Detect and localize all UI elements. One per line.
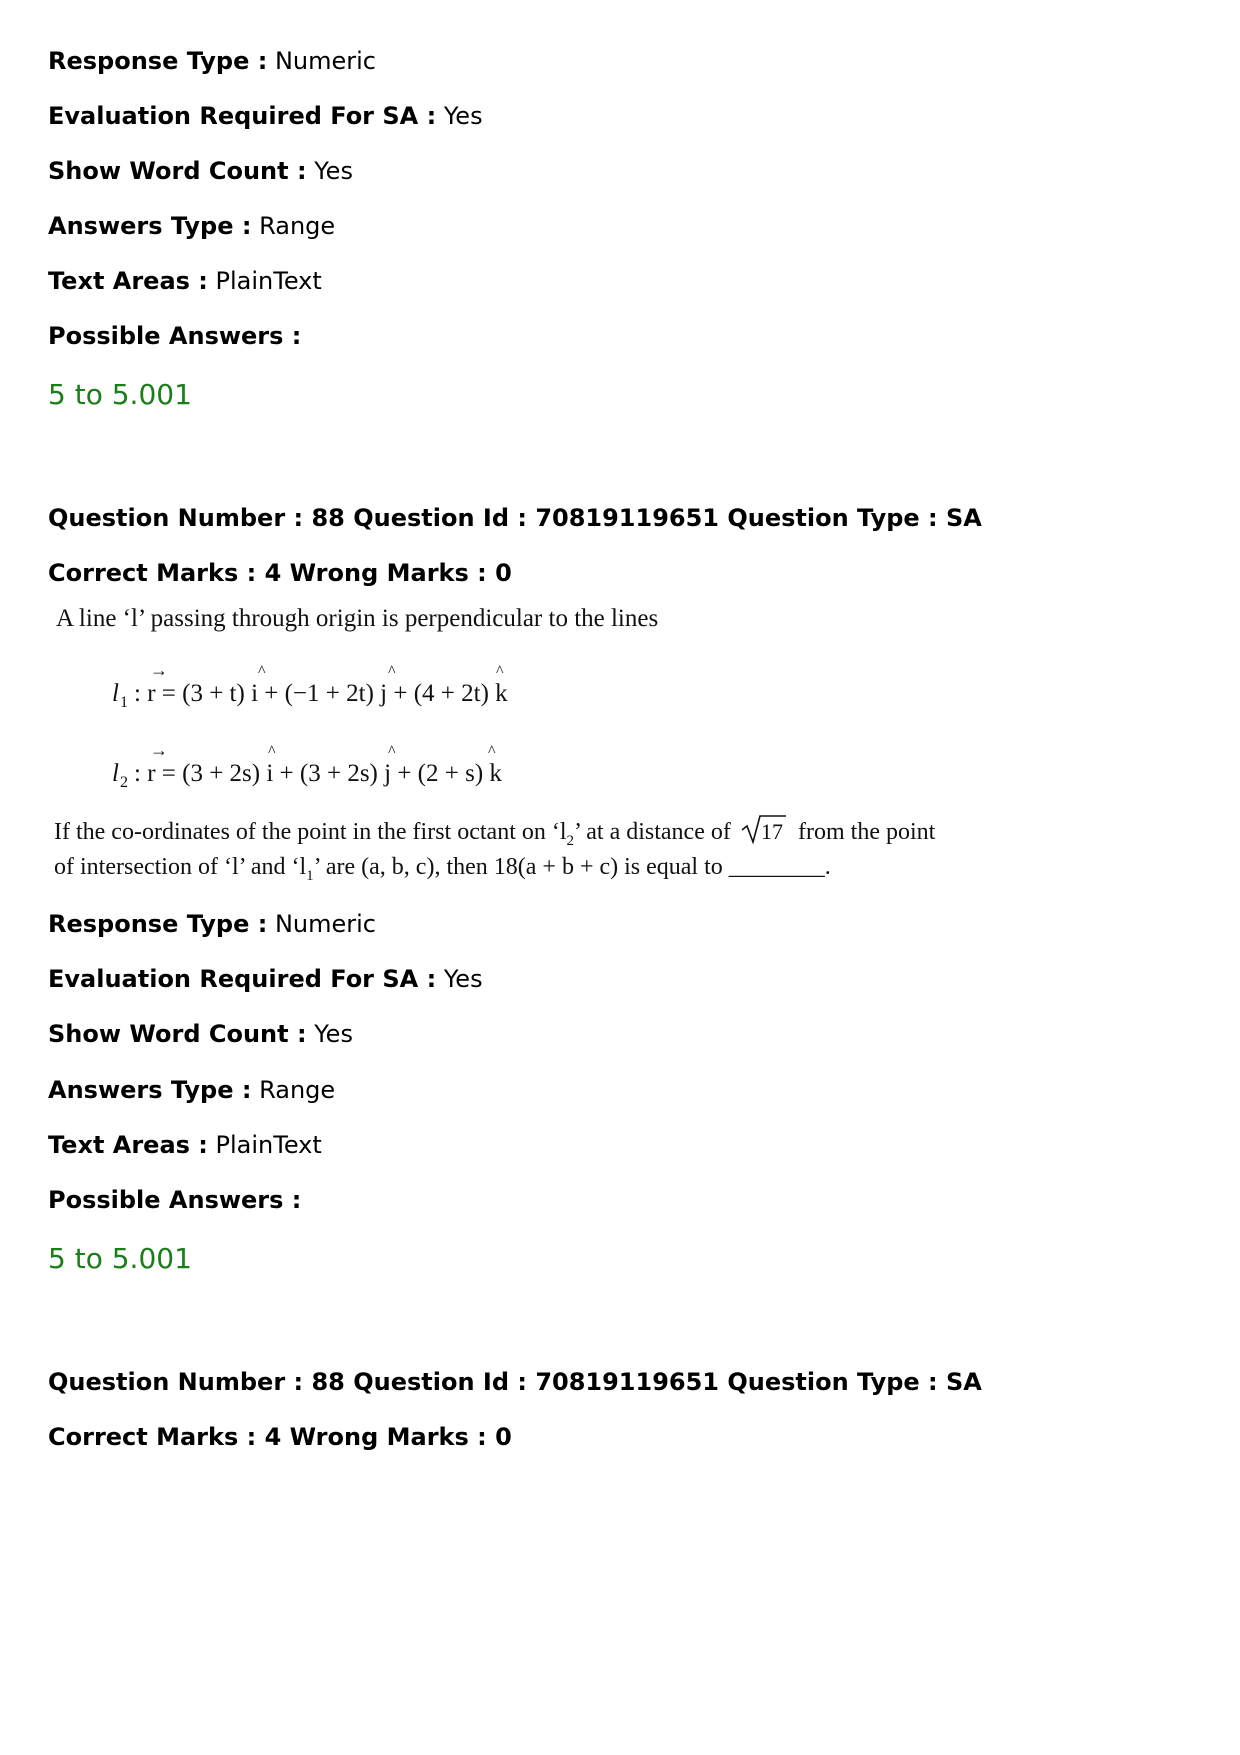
text-areas-value: PlainText [215, 267, 322, 295]
response-type-row [48, 909, 376, 939]
evaluation-value: Yes [443, 102, 483, 130]
possible-answers-label: Possible Answers : [48, 322, 302, 350]
response-type-row [48, 46, 376, 76]
text-areas-label: Text Areas : [48, 267, 208, 295]
answers-type-label: Answers Type : [48, 212, 252, 240]
response-type-value: Numeric [274, 910, 376, 938]
question-text-line1 [54, 819, 731, 849]
answers-type-label: Answers Type : [48, 1076, 252, 1104]
answers-type-row [48, 211, 335, 241]
question-header-text: Question Number : 88 Question Id : 70819119651 Question Type : SA [48, 1368, 982, 1396]
text-areas-row [48, 266, 322, 296]
question-header-text: Question Number : 88 Question Id : 70819119651 Question Type : SA [48, 504, 982, 532]
word-count-label: Show Word Count : [48, 1020, 307, 1048]
question-body-image [48, 604, 948, 886]
question-marks-text: Correct Marks : 4 Wrong Marks : 0 [48, 559, 512, 587]
possible-answer-value: 5 to 5.001 [48, 1242, 192, 1275]
l2-equation: : r = (3 + 2s) i + (3 + 2s) j + (2 + s) k [134, 760, 502, 787]
text-line2-part-b: ’ are (a, b, c), then 18(a + b + c) is equal to ________. [313, 854, 831, 880]
vector-arrow-icon: → [150, 740, 168, 760]
question-text-line2 [54, 854, 831, 884]
response-type-value: Numeric [274, 47, 376, 75]
word-count-row [48, 156, 353, 186]
question-intro: A line ‘l’ passing through origin is perpendicular to the lines [56, 605, 659, 632]
text-line1-part-c: from the point [798, 819, 936, 845]
l2-label: l [112, 760, 119, 787]
text-line1-part-b: ’ at a distance of [574, 819, 731, 845]
hat-icon: ^ [496, 663, 504, 680]
hat-icon: ^ [488, 743, 496, 760]
hat-icon: ^ [258, 663, 266, 680]
possible-answers-row [48, 1185, 301, 1215]
response-type-label: Response Type : [48, 47, 268, 75]
answers-type-value: Range [259, 212, 336, 240]
evaluation-row [48, 964, 483, 994]
text-line2-part-a: of intersection of ‘l’ and ‘l [54, 854, 307, 880]
text-line1-part-a: If the co-ordinates of the point in the first octant on ‘l [54, 819, 567, 845]
hat-icon: ^ [268, 743, 276, 760]
evaluation-label: Evaluation Required For SA : [48, 965, 437, 993]
evaluation-row [48, 101, 483, 131]
sqrt-value: 17 [761, 819, 783, 844]
evaluation-value: Yes [443, 965, 483, 993]
question-header [48, 1367, 982, 1397]
question-marks [48, 558, 512, 588]
word-count-value: Yes [314, 1020, 353, 1048]
text-line2-subscript: 1 [306, 868, 314, 884]
word-count-row [48, 1019, 353, 1049]
l1-equation: : r = (3 + t) i + (−1 + 2t) j + (4 + 2t) k [134, 680, 508, 707]
text-areas-label: Text Areas : [48, 1131, 208, 1159]
hat-icon: ^ [388, 663, 396, 680]
answers-type-row [48, 1075, 335, 1105]
question-header [48, 503, 982, 533]
possible-answer-value: 5 to 5.001 [48, 378, 192, 411]
answers-type-value: Range [259, 1076, 336, 1104]
response-type-label: Response Type : [48, 910, 268, 938]
text-line1-subscript: 2 [566, 833, 575, 849]
question-marks-text: Correct Marks : 4 Wrong Marks : 0 [48, 1423, 512, 1451]
l2-subscript: 2 [120, 774, 128, 791]
word-count-label: Show Word Count : [48, 157, 307, 185]
word-count-value: Yes [314, 157, 353, 185]
evaluation-label: Evaluation Required For SA : [48, 102, 437, 130]
possible-answers-row [48, 321, 301, 351]
hat-icon: ^ [388, 743, 396, 760]
l1-subscript: 1 [120, 694, 128, 711]
vector-arrow-icon: → [150, 660, 168, 680]
question-marks [48, 1422, 512, 1452]
text-areas-value: PlainText [215, 1131, 322, 1159]
possible-answers-label: Possible Answers : [48, 1186, 302, 1214]
question-body-svg [48, 604, 948, 886]
text-areas-row [48, 1130, 322, 1160]
l1-label: l [112, 680, 119, 707]
